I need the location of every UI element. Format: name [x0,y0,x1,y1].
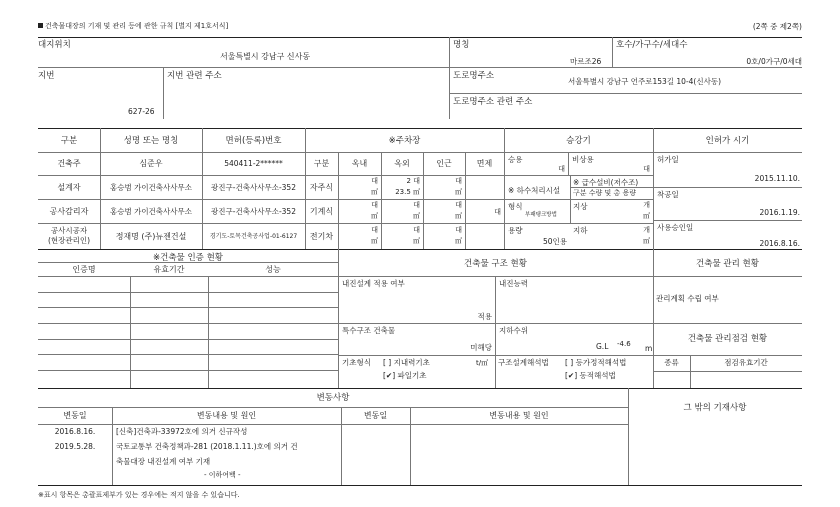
inspection-col-validity: 점검유효기간 [724,358,768,367]
management-plan-label: 관리계획 수립 여부 [656,294,719,303]
designer-name: 홍승범 가이건축사사무소 [109,183,193,192]
site-label: 대지위치 [38,40,71,50]
cert-col-name: 인증명 [72,265,96,274]
foundation-option-pile[interactable]: [✔] 파일기초 [383,371,427,380]
changes-title: 변동사항 [316,393,350,403]
lot-related-label: 지번 관련 주소 [167,71,222,81]
changes-col-content-2: 변동내용 및 원인 [489,411,549,420]
analysis-label: 구조설계해석법 [498,358,549,367]
approval-date-value: 2016.8.16. [759,239,800,248]
change-date-2: 2019.5.28. [54,442,96,451]
gl-unit: m [645,344,653,353]
parking-col-exempt: 면제 [476,159,493,168]
change-date-1: 2016.8.16. [54,427,96,436]
changes-col-date: 변동일 [63,411,87,420]
road-related-label: 도로명주소 관련 주소 [453,97,533,107]
form-law-reference: 건축물대장의 기재 및 관리 등에 관한 규칙 [별지 제1호서식] [38,23,228,30]
designer-license: 광진구-건축사사무소-352 [211,183,296,192]
parking-electric: 전기차 [309,232,334,241]
seismic-design-label: 내진설계 적용 여부 [342,279,405,288]
sewage-type-value: 부패탱크방법 [525,212,557,218]
parking-col-outdoor: 옥외 [394,159,410,168]
changes-col-content: 변동내용 및 원인 [196,411,257,420]
cert-col-performance: 성능 [265,265,281,274]
inspection-col-type: 종류 [664,358,679,367]
management-title: 건축물 관리 현황 [696,259,759,269]
sewage-label: ※ 하수처리시설 [508,186,561,195]
road-address-label: 도로명주소 [453,71,495,81]
top-border [38,37,802,38]
sewage-capacity-value: 50인용 [542,237,567,246]
foundation-option-bearing: [ ] 지내력기초 [383,358,430,367]
parking-self: 자주식 [309,183,334,192]
seismic-design-value: 적용 [477,312,492,321]
cert-col-validity: 유효기간 [153,265,185,274]
col-name: 성명 또는 명칭 [123,136,179,146]
foundation-label: 기초형식 [342,358,371,367]
water-supply-label: ※ 급수설비(저수조) [573,178,639,187]
inspection-title: 건축물 관리점검 현황 [687,334,768,344]
change-text-2: 국토교통부 건축정책과-281 (2018.1.11.)호에 의거 건 [116,442,298,451]
col-role: 구분 [60,136,78,146]
sewage-above-label: 지상 [573,202,588,211]
sewage-capacity-label: 용량 [508,226,523,235]
site-value: 서울특별시 강남구 신사동 [220,52,311,61]
changes-col-date-2: 변동일 [363,411,388,420]
structure-title: 건축물 구조 현황 [464,259,527,269]
start-date-value: 2016.1.19. [759,208,800,217]
change-text-3: 축물대장 내진설계 여부 기재 [116,457,211,466]
permit-title: 인허가 시기 [705,136,750,146]
gl-label: G.L [596,342,609,351]
footer-note: ※표시 항목은 총괄표제부가 있는 경우에는 적지 않을 수 있습니다. [38,491,240,499]
supervisor-license: 광진구-건축사사무소-352 [211,207,296,216]
contractor-role-line1: 공사시공자 [50,226,88,235]
road-address-value: 서울특별시 강남구 언주로153길 10-4(신사동) [568,77,722,86]
permit-date-label: 허가일 [657,155,679,164]
change-end-marker: - 이하여백 - [204,471,241,479]
elevator-emergency: 비상용 [572,155,594,164]
parking-title: ※주차장 [388,136,421,146]
parking-exempt-unit: 대 [494,208,501,216]
special-structure-label: 특수구조 건축물 [342,326,396,335]
gl-value: -4.6 [617,340,631,348]
lot-label: 지번 [38,71,55,81]
sewage-below-label: 지하 [573,226,588,235]
owner-role: 건축주 [57,159,81,168]
groundwater-label: 지하수위 [499,326,528,335]
seismic-ability-label: 내진능력 [499,279,528,288]
cert-title: ※건축물 인증 현황 [152,253,223,263]
analysis-option-dynamic[interactable]: [✔] 동적해석법 [565,371,616,380]
analysis-option-static[interactable]: [ ] 등가정적해석법 [565,358,627,367]
parking-col-indoor: 옥내 [351,159,368,168]
building-name-value: 마르조26 [570,57,602,66]
sewage-type-label: 형식 [508,202,523,211]
square-bullet-icon [38,23,43,28]
units-label: 호수/가구수/세대수 [616,40,688,50]
units-value: 0호/0가구/0세대 [746,57,802,66]
contractor-license: 경기도-토목건축공사업-01-6127 [209,233,298,240]
page-indicator: (2쪽 중 제2쪽) [752,22,802,31]
designer-role: 설계자 [57,183,81,192]
change-text-1: [신축]건축과-33972호에 의거 신규작성 [116,427,248,436]
contractor-role-line2: (현장관리인) [47,236,91,245]
supervisor-role: 공사감리자 [49,207,89,216]
col-license: 면허(등록)번호 [225,136,282,146]
special-structure-value: 미해당 [470,343,492,352]
parking-col-type: 구분 [313,159,330,168]
permit-date-value: 2015.11.10. [754,174,800,183]
elevator-passenger: 승용 [508,155,523,164]
other-notes-title: 그 밖의 기재사항 [683,403,747,413]
foundation-unit: t/㎡ [476,359,489,367]
water-supply-cols: 구분 수량 및 총 용량 [573,189,636,197]
lot-value: 627-26 [128,107,155,116]
owner-name: 심준우 [139,159,163,168]
parking-mechanical: 기계식 [309,207,334,216]
contractor-name: 정재명 (주)뉴젠건설 [115,232,187,241]
parking-col-nearby: 인근 [436,159,452,168]
owner-license: 540411-2****** [224,159,283,168]
supervisor-name: 홍승범 가이건축사사무소 [109,207,193,216]
elevator-title: 승강기 [566,136,591,146]
start-date-label: 착공일 [657,190,679,199]
approval-date-label: 사용승인일 [657,223,694,232]
building-name-label: 명칭 [453,40,470,50]
